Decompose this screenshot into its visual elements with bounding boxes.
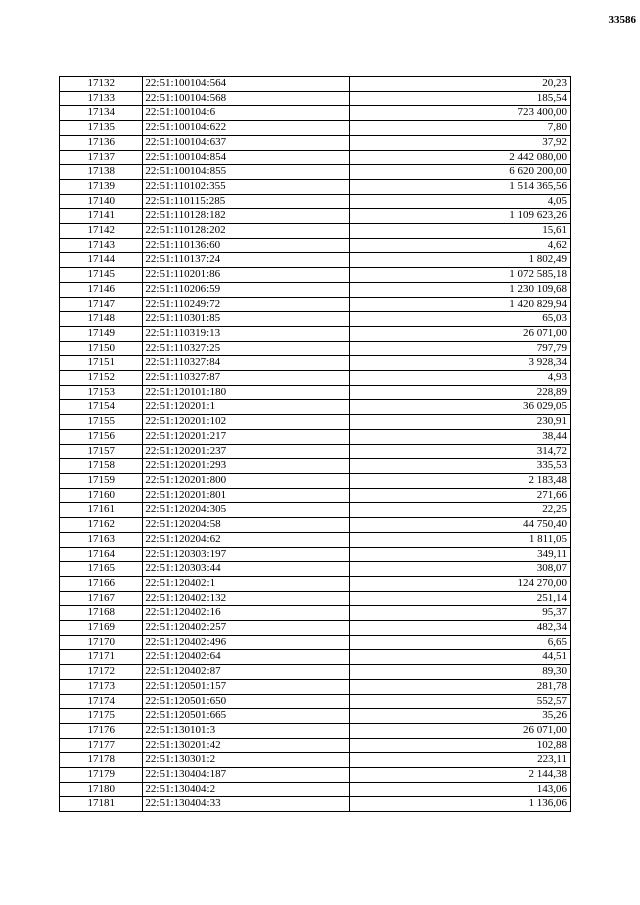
table-row <box>60 473 571 488</box>
amount-cell: 552,57 <box>349 694 570 709</box>
table-row <box>60 179 571 194</box>
table-row <box>60 312 571 327</box>
amount-cell: 102,88 <box>349 738 570 753</box>
amount-cell: 6,65 <box>349 635 570 650</box>
table-row <box>60 150 571 165</box>
amount-cell: 44 750,40 <box>349 518 570 533</box>
table-row <box>60 459 571 474</box>
cadastral-table <box>59 76 571 812</box>
cadastral-number-cell: 22:51:120201:217 <box>143 429 349 444</box>
amount-cell: 38,44 <box>349 429 570 444</box>
row-number-cell: 17166 <box>60 576 143 591</box>
row-number-cell: 17173 <box>60 679 143 694</box>
amount-cell: 2 442 080,00 <box>349 150 570 165</box>
row-number-cell: 17177 <box>60 738 143 753</box>
amount-cell: 335,53 <box>349 459 570 474</box>
row-number-cell: 17156 <box>60 429 143 444</box>
amount-cell: 26 071,00 <box>349 723 570 738</box>
row-number-cell: 17170 <box>60 635 143 650</box>
amount-cell: 1 109 623,26 <box>349 209 570 224</box>
table-row <box>60 591 571 606</box>
table-row <box>60 723 571 738</box>
row-number-cell: 17141 <box>60 209 143 224</box>
table-row <box>60 606 571 621</box>
amount-cell: 20,23 <box>349 77 570 92</box>
amount-cell: 2 183,48 <box>349 473 570 488</box>
table-row <box>60 429 571 444</box>
row-number-cell: 17180 <box>60 782 143 797</box>
amount-cell: 1 072 585,18 <box>349 268 570 283</box>
row-number-cell: 17139 <box>60 179 143 194</box>
table-row <box>60 650 571 665</box>
row-number-cell: 17155 <box>60 415 143 430</box>
row-number-cell: 17146 <box>60 282 143 297</box>
cadastral-number-cell: 22:51:110115:285 <box>143 194 349 209</box>
cadastral-number-cell: 22:51:110301:85 <box>143 312 349 327</box>
cadastral-number-cell: 22:51:100104:568 <box>143 91 349 106</box>
cadastral-number-cell: 22:51:120303:197 <box>143 547 349 562</box>
amount-cell: 482,34 <box>349 621 570 636</box>
amount-cell: 228,89 <box>349 385 570 400</box>
row-number-cell: 17163 <box>60 532 143 547</box>
amount-cell: 723 400,00 <box>349 106 570 121</box>
row-number-cell: 17149 <box>60 326 143 341</box>
cadastral-number-cell: 22:51:110128:202 <box>143 224 349 239</box>
row-number-cell: 17147 <box>60 297 143 312</box>
row-number-cell: 17137 <box>60 150 143 165</box>
amount-cell: 1 514 365,56 <box>349 179 570 194</box>
amount-cell: 15,61 <box>349 224 570 239</box>
cadastral-number-cell: 22:51:120501:665 <box>143 709 349 724</box>
amount-cell: 143,06 <box>349 782 570 797</box>
table-row <box>60 547 571 562</box>
cadastral-number-cell: 22:51:130201:42 <box>143 738 349 753</box>
amount-cell: 251,14 <box>349 591 570 606</box>
amount-cell: 1 136,06 <box>349 797 570 812</box>
table-row <box>60 106 571 121</box>
table-row <box>60 385 571 400</box>
cadastral-number-cell: 22:51:120201:801 <box>143 488 349 503</box>
cadastral-number-cell: 22:51:110136:60 <box>143 238 349 253</box>
amount-cell: 7,80 <box>349 121 570 136</box>
row-number-cell: 17179 <box>60 768 143 783</box>
table-row <box>60 91 571 106</box>
row-number-cell: 17143 <box>60 238 143 253</box>
cadastral-number-cell: 22:51:100104:622 <box>143 121 349 136</box>
table-row <box>60 415 571 430</box>
table-row <box>60 165 571 180</box>
amount-cell: 36 029,05 <box>349 400 570 415</box>
table-row <box>60 238 571 253</box>
cadastral-number-cell: 22:51:120201:237 <box>143 444 349 459</box>
cadastral-number-cell: 22:51:110206:59 <box>143 282 349 297</box>
amount-cell: 65,03 <box>349 312 570 327</box>
cadastral-number-cell: 22:51:120201:293 <box>143 459 349 474</box>
table-row <box>60 356 571 371</box>
amount-cell: 4,93 <box>349 371 570 386</box>
table-row <box>60 77 571 92</box>
row-number-cell: 17172 <box>60 665 143 680</box>
amount-cell: 89,30 <box>349 665 570 680</box>
amount-cell: 2 144,38 <box>349 768 570 783</box>
cadastral-number-cell: 22:51:120303:44 <box>143 562 349 577</box>
table-body <box>60 77 571 812</box>
cadastral-number-cell: 22:51:120201:800 <box>143 473 349 488</box>
table-row <box>60 253 571 268</box>
table-row <box>60 694 571 709</box>
table-row <box>60 135 571 150</box>
cadastral-number-cell: 22:51:130404:187 <box>143 768 349 783</box>
row-number-cell: 17138 <box>60 165 143 180</box>
row-number-cell: 17178 <box>60 753 143 768</box>
row-number-cell: 17135 <box>60 121 143 136</box>
row-number-cell: 17165 <box>60 562 143 577</box>
table-row <box>60 488 571 503</box>
table-row <box>60 224 571 239</box>
row-number-cell: 17174 <box>60 694 143 709</box>
row-number-cell: 17152 <box>60 371 143 386</box>
amount-cell: 1 420 829,94 <box>349 297 570 312</box>
row-number-cell: 17171 <box>60 650 143 665</box>
table-row <box>60 503 571 518</box>
cadastral-number-cell: 22:51:130101:3 <box>143 723 349 738</box>
table-row <box>60 400 571 415</box>
table-row <box>60 341 571 356</box>
table-row <box>60 665 571 680</box>
row-number-cell: 17151 <box>60 356 143 371</box>
amount-cell: 185,54 <box>349 91 570 106</box>
table-row <box>60 679 571 694</box>
cadastral-number-cell: 22:51:120101:180 <box>143 385 349 400</box>
amount-cell: 95,37 <box>349 606 570 621</box>
amount-cell: 4,62 <box>349 238 570 253</box>
amount-cell: 797,79 <box>349 341 570 356</box>
table-row <box>60 297 571 312</box>
table-row <box>60 797 571 812</box>
cadastral-number-cell: 22:51:100104:637 <box>143 135 349 150</box>
row-number-cell: 17169 <box>60 621 143 636</box>
table-row <box>60 576 571 591</box>
cadastral-number-cell: 22:51:120402:87 <box>143 665 349 680</box>
cadastral-number-cell: 22:51:120204:62 <box>143 532 349 547</box>
cadastral-number-cell: 22:51:130301:2 <box>143 753 349 768</box>
amount-cell: 230,91 <box>349 415 570 430</box>
cadastral-number-cell: 22:51:110249:72 <box>143 297 349 312</box>
amount-cell: 1 802,49 <box>349 253 570 268</box>
amount-cell: 124 270,00 <box>349 576 570 591</box>
row-number-cell: 17136 <box>60 135 143 150</box>
row-number-cell: 17142 <box>60 224 143 239</box>
table-row <box>60 532 571 547</box>
row-number-cell: 17132 <box>60 77 143 92</box>
amount-cell: 3 928,34 <box>349 356 570 371</box>
table-row <box>60 326 571 341</box>
cadastral-number-cell: 22:51:120501:157 <box>143 679 349 694</box>
table-row <box>60 518 571 533</box>
cadastral-number-cell: 22:51:120402:1 <box>143 576 349 591</box>
table-row <box>60 282 571 297</box>
row-number-cell: 17176 <box>60 723 143 738</box>
cadastral-number-cell: 22:51:110327:84 <box>143 356 349 371</box>
cadastral-number-cell: 22:51:100104:855 <box>143 165 349 180</box>
amount-cell: 314,72 <box>349 444 570 459</box>
amount-cell: 308,07 <box>349 562 570 577</box>
table-row <box>60 121 571 136</box>
cadastral-number-cell: 22:51:130404:2 <box>143 782 349 797</box>
table-row <box>60 621 571 636</box>
cadastral-number-cell: 22:51:110137:24 <box>143 253 349 268</box>
cadastral-number-cell: 22:51:120402:64 <box>143 650 349 665</box>
amount-cell: 349,11 <box>349 547 570 562</box>
row-number-cell: 17154 <box>60 400 143 415</box>
row-number-cell: 17175 <box>60 709 143 724</box>
amount-cell: 271,66 <box>349 488 570 503</box>
table-row <box>60 768 571 783</box>
table-row <box>60 709 571 724</box>
row-number-cell: 17164 <box>60 547 143 562</box>
row-number-cell: 17133 <box>60 91 143 106</box>
table-row <box>60 738 571 753</box>
cadastral-number-cell: 22:51:100104:6 <box>143 106 349 121</box>
amount-cell: 4,05 <box>349 194 570 209</box>
cadastral-number-cell: 22:51:110319:13 <box>143 326 349 341</box>
amount-cell: 37,92 <box>349 135 570 150</box>
row-number-cell: 17168 <box>60 606 143 621</box>
row-number-cell: 17134 <box>60 106 143 121</box>
row-number-cell: 17162 <box>60 518 143 533</box>
cadastral-number-cell: 22:51:100104:564 <box>143 77 349 92</box>
amount-cell: 223,11 <box>349 753 570 768</box>
amount-cell: 1 230 109,68 <box>349 282 570 297</box>
row-number-cell: 17159 <box>60 473 143 488</box>
cadastral-number-cell: 22:51:120201:1 <box>143 400 349 415</box>
row-number-cell: 17167 <box>60 591 143 606</box>
cadastral-number-cell: 22:51:120402:496 <box>143 635 349 650</box>
row-number-cell: 17153 <box>60 385 143 400</box>
cadastral-number-cell: 22:51:130404:33 <box>143 797 349 812</box>
row-number-cell: 17181 <box>60 797 143 812</box>
amount-cell: 22,25 <box>349 503 570 518</box>
cadastral-number-cell: 22:51:110327:25 <box>143 341 349 356</box>
cadastral-number-cell: 22:51:100104:854 <box>143 150 349 165</box>
table-row <box>60 753 571 768</box>
amount-cell: 6 620 200,00 <box>349 165 570 180</box>
row-number-cell: 17150 <box>60 341 143 356</box>
cadastral-number-cell: 22:51:120501:650 <box>143 694 349 709</box>
row-number-cell: 17161 <box>60 503 143 518</box>
table-row <box>60 194 571 209</box>
row-number-cell: 17160 <box>60 488 143 503</box>
amount-cell: 26 071,00 <box>349 326 570 341</box>
cadastral-number-cell: 22:51:120402:16 <box>143 606 349 621</box>
cadastral-number-cell: 22:51:120402:257 <box>143 621 349 636</box>
row-number-cell: 17157 <box>60 444 143 459</box>
row-number-cell: 17158 <box>60 459 143 474</box>
table-row <box>60 444 571 459</box>
row-number-cell: 17148 <box>60 312 143 327</box>
row-number-cell: 17140 <box>60 194 143 209</box>
amount-cell: 35,26 <box>349 709 570 724</box>
table-row <box>60 562 571 577</box>
cadastral-number-cell: 22:51:120201:102 <box>143 415 349 430</box>
cadastral-number-cell: 22:51:110102:355 <box>143 179 349 194</box>
row-number-cell: 17144 <box>60 253 143 268</box>
amount-cell: 281,78 <box>349 679 570 694</box>
cadastral-number-cell: 22:51:110327:87 <box>143 371 349 386</box>
page-number: 33586 <box>608 14 636 26</box>
amount-cell: 1 811,05 <box>349 532 570 547</box>
table-row <box>60 782 571 797</box>
cadastral-number-cell: 22:51:110128:182 <box>143 209 349 224</box>
table-row <box>60 371 571 386</box>
table-row <box>60 268 571 283</box>
cadastral-number-cell: 22:51:120204:58 <box>143 518 349 533</box>
row-number-cell: 17145 <box>60 268 143 283</box>
cadastral-number-cell: 22:51:120204:305 <box>143 503 349 518</box>
amount-cell: 44,51 <box>349 650 570 665</box>
table-row <box>60 209 571 224</box>
cadastral-number-cell: 22:51:110201:86 <box>143 268 349 283</box>
cadastral-number-cell: 22:51:120402:132 <box>143 591 349 606</box>
table-row <box>60 635 571 650</box>
